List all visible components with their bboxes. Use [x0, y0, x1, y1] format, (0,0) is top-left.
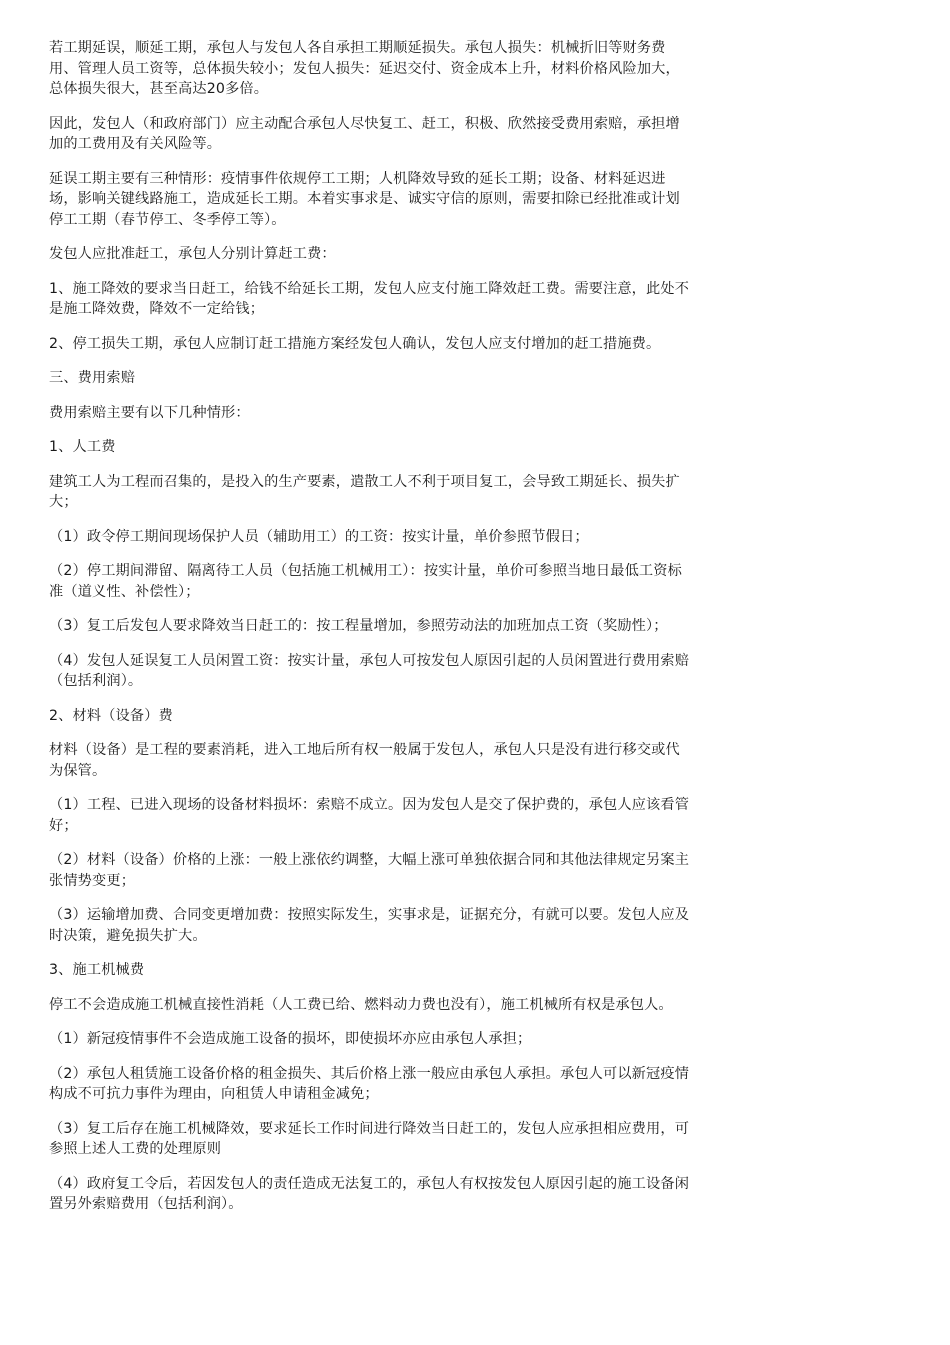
paragraph-cost-claims-intro: 费用索赔主要有以下几种情形： [49, 404, 250, 421]
paragraph-material-item-2: （2）材料（设备）价格的上涨：一般上涨依约调整，大幅上涨可单独依据合同和其他法律规定另案主张情势变更； [49, 852, 690, 889]
section-heading-cost-claims: 三、费用索赔 [49, 370, 136, 386]
paragraph-schedule-delay-loss: 若工期延误，顺延工期，承包人与发包人各自承担工期顺延损失。承包人损失：机械折旧等财务费用、管理人员工资等，总体损失较小；发包人损失：延迟交付、资金成本上升，材料价格风险加大，总体损失很大，甚至高达20多倍。 [49, 40, 680, 97]
paragraph-labor-item-4: （4）发包人延误复工人员闲置工资：按实计量，承包人可按发包人原因引起的人员闲置进行费用索赔（包括利润）。 [49, 652, 690, 689]
paragraph-material-item-3: （3）运输增加费、合同变更增加费：按照实际发生，实事求是，证据充分，有就可以要。发包人应及时决策，避免损失扩大。 [49, 907, 690, 944]
paragraph-labor-item-2: （2）停工期间滞留、隔离待工人员（包括施工机械用工）：按实计量，单价可参照当地日最低工资标准（道义性、补偿性）； [49, 563, 682, 600]
paragraph-employer-cooperation: 因此，发包人（和政府部门）应主动配合承包人尽快复工、赶工，积极、欣然接受费用索赔，承担增加的工费用及有关风险等。 [49, 115, 680, 152]
paragraph-labor-intro: 建筑工人为工程而召集的，是投入的生产要素，遣散工人不利于项目复工，会导致工期延长、损失扩大； [49, 473, 680, 510]
paragraph-material-intro: 材料（设备）是工程的要素消耗，进入工地后所有权一般属于发包人，承包人只是没有进行移交或代为保管。 [49, 742, 680, 779]
paragraph-machinery-item-1: （1）新冠疫情事件不会造成施工设备的损坏，即使损坏亦应由承包人承担； [49, 1031, 532, 1047]
paragraph-machinery-item-2: （2）承包人租赁施工设备价格的租金损失、其后价格上涨一般应由承包人承担。承包人可以新冠疫情构成不可抗力事件为理由，向租赁人申请租金减免； [49, 1065, 690, 1102]
paragraph-labor-item-1: （1）政令停工期间现场保护人员（辅助用工）的工资：按实计量，单价参照节假日； [49, 528, 589, 545]
paragraph-acceleration-item-2: 2、停工损失工期，承包人应制订赶工措施方案经发包人确认，发包人应支付增加的赶工措施费。 [49, 335, 661, 352]
paragraph-acceleration-item-1: 1、施工降效的要求当日赶工，给钱不给延长工期，发包人应支付施工降效赶工费。需要注意，此处不是施工降效费，降效不一定给钱； [49, 280, 690, 317]
subheading-material-cost: 2、材料（设备）费 [49, 707, 173, 724]
paragraph-material-item-1: （1）工程、已进入现场的设备材料损坏：索赔不成立。因为发包人是交了保护费的，承包人应该看管好； [49, 797, 690, 834]
subheading-machinery-cost: 3、施工机械费 [49, 962, 145, 978]
subheading-labor-cost: 1、人工费 [49, 439, 116, 455]
paragraph-delay-types: 延误工期主要有三种情形：疫情事件依规停工工期；人机降效导致的延长工期；设备、材料延迟进场，影响关键线路施工，造成延长工期。本着实事求是、诚实守信的原则，需要扣除已经批准或计划停工工期（春节停工、冬季停工等）。 [49, 170, 680, 228]
document-body [49, 38, 694, 1229]
paragraph-machinery-intro: 停工不会造成施工机械直接性消耗（人工费已给、燃料动力费也没有），施工机械所有权是承包人。 [49, 996, 673, 1013]
paragraph-machinery-item-4: （4）政府复工令后，若因发包人的责任造成无法复工的，承包人有权按发包人原因引起的施工设备闲置另外索赔费用（包括利润）。 [49, 1175, 690, 1212]
paragraph-labor-item-3: （3）复工后发包人要求降效当日赶工的：按工程量增加，参照劳动法的加班加点工资（奖励性）； [49, 618, 668, 634]
paragraph-machinery-item-3: （3）复工后存在施工机械降效，要求延长工作时间进行降效当日赶工的，发包人应承担相应费用，可参照上述人工费的处理原则 [49, 1120, 690, 1157]
paragraph-acceleration-intro: 发包人应批准赶工，承包人分别计算赶工费： [49, 246, 336, 262]
